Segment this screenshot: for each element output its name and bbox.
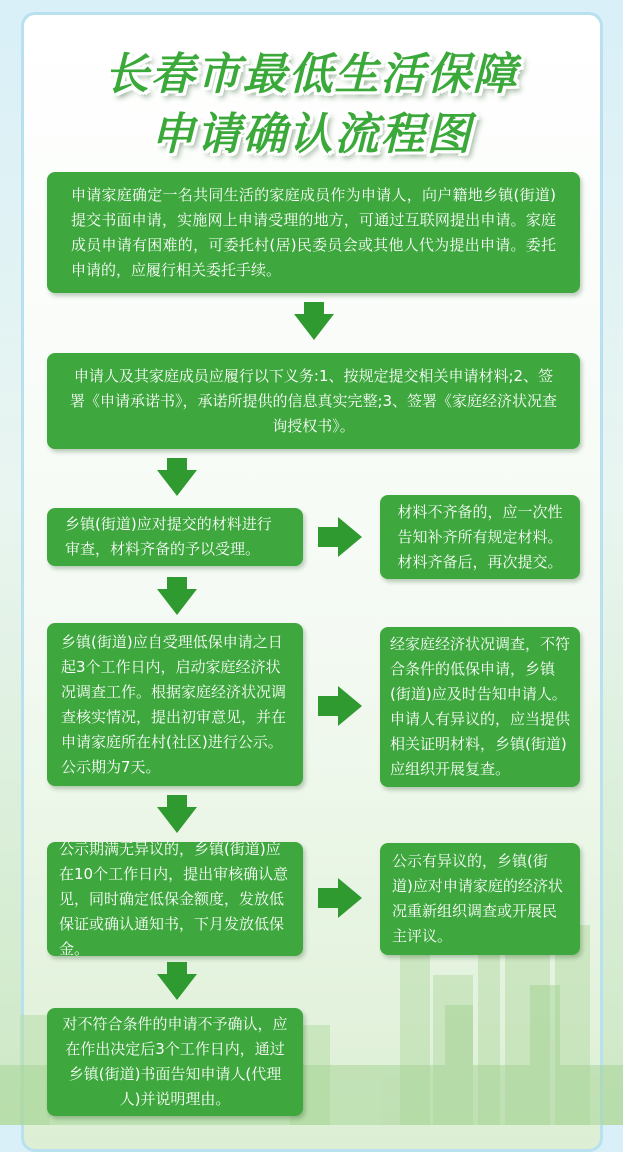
arrow-right-2-icon [318,686,362,726]
note-ineligible-review [380,627,580,787]
step-1-apply [47,172,580,293]
arrow-down-1-icon [294,302,334,340]
note-3-text: 公示有异议的，乡镇(街道)应对申请家庭的经济状况重新组织调查或开展民主评议。 [392,852,563,945]
note-1-text: 材料不齐备的，应一次性告知补齐所有规定材料。材料齐备后，再次提交。 [397,502,563,571]
arrow-down-3-icon [157,577,197,615]
step-5-text: 公示期满无异议的，乡镇(街道)应在10个工作日内，提出审核确认意见，同时确定低保金额度，发放低保证或确认通知书，下月发放低保金。 [59,839,289,958]
step-3-text: 乡镇(街道)应对提交的材料进行审查，材料齐备的予以受理。 [65,515,272,558]
arrow-down-2-icon [157,458,197,496]
arrow-down-5-icon [157,962,197,1000]
note-2-text: 经家庭经济状况调查，不符合条件的低保申请，乡镇(街道)应及时告知申请人。申请人有异议的，应当提供相关证明材料，乡镇(街道)应组织开展复查。 [390,635,571,778]
step-6-text: 对不符合条件的申请不予确认，应在作出决定后3个工作日内，通过乡镇(街道)书面告知申请人(代理人)并说明理由。 [62,1015,288,1108]
title-line-2: 申请确认流程图 [150,109,473,160]
step-4-investigation [47,623,303,786]
step-2-text: 申请人及其家庭成员应履行以下义务:1、按规定提交相关申请材料;2、签署《申请承诺书》，承诺所提供的信息真实完整;3、签署《家庭经济状况查询授权书》。 [69,366,558,435]
arrow-right-1-icon [318,517,362,557]
step-2-obligations [47,353,580,449]
note-incomplete-materials [380,495,580,579]
note-publicity-objection [380,843,580,955]
arrow-down-4-icon [157,795,197,833]
step-3-review [47,508,303,566]
step-6-reject [47,1008,303,1116]
step-4-text: 乡镇(街道)应自受理低保申请之日起3个工作日内，启动家庭经济状况调查工作。根据家庭经济状况调查核实情况，提出初审意见，并在申请家庭所在村(社区)进行公示。公示期为7天。 [61,632,287,776]
step-5-confirm [47,839,303,958]
title-line-1: 长春市最低生活保障 [104,49,519,100]
step-1-text: 申请家庭确定一名共同生活的家庭成员作为申请人，向户籍地乡镇(街道)提交书面申请，实施网上申请受理的地方，可通过互联网提出申请。家庭成员申请有困难的，可委托村(居)民委员会或其他人代为提出申请。委托申请的，应履行相关委托手续。 [71,185,556,279]
arrow-right-3-icon [318,878,362,918]
